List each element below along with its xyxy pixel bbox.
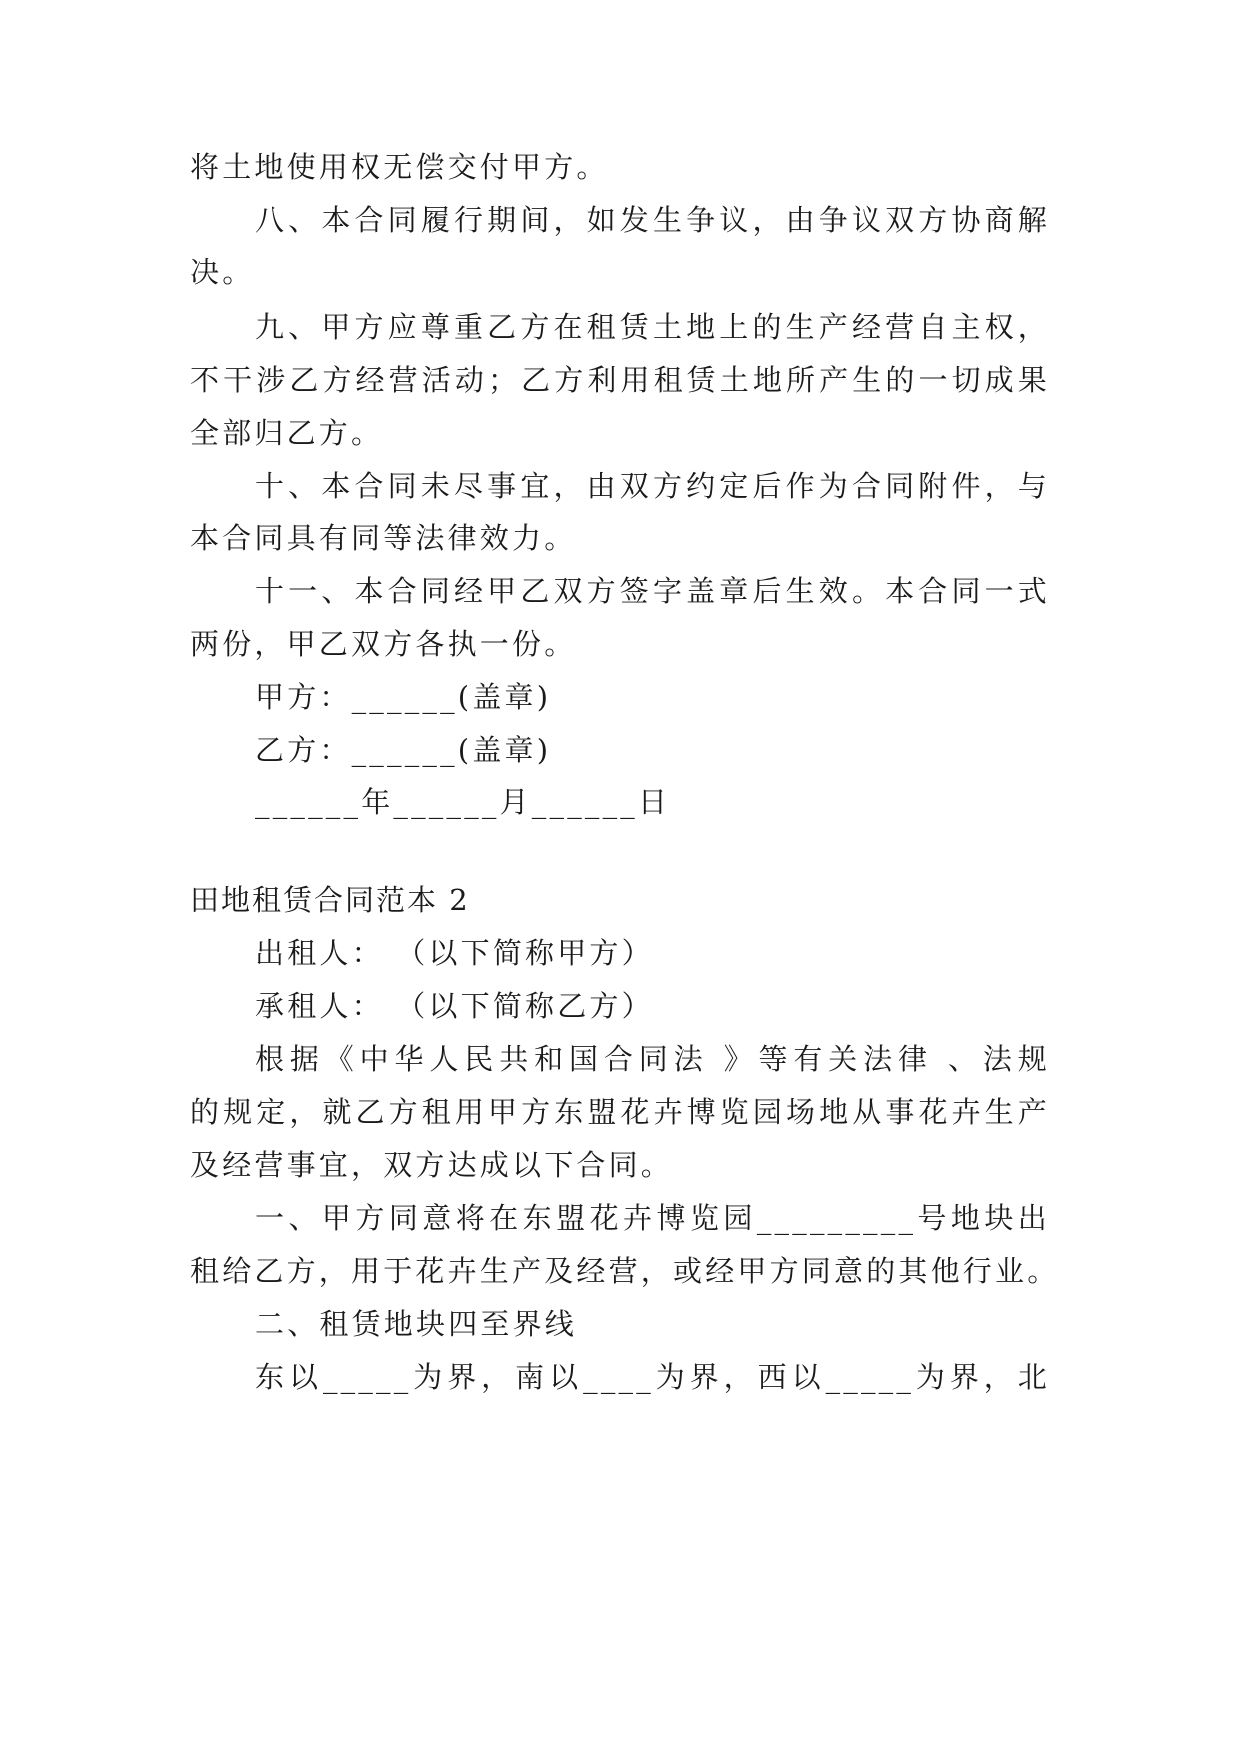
paragraph-line: 全部归乙方。 (190, 416, 384, 450)
paragraph-line: 本合同具有同等法律效力。 (190, 521, 577, 555)
paragraph-line: 八、本合同履行期间，如发生争议，由争议双方协商解 (255, 203, 1050, 237)
paragraph-line: 不干涉乙方经营活动；乙方利用租赁土地所产生的一切成果 (190, 363, 1050, 397)
paragraph-line: 决。 (190, 255, 255, 289)
paragraph-line: 两份，甲乙双方各执一份。 (190, 627, 577, 661)
lessee-line: 承租人： （以下简称乙方） (255, 989, 654, 1023)
lessor-line: 出租人： （以下简称甲方） (255, 936, 654, 970)
paragraph-line: 及经营事宜，双方达成以下合同。 (190, 1148, 674, 1182)
section-title: 田地租赁合同范本 2 (190, 883, 470, 917)
paragraph-line: 东以_____为界，南以____为界，西以_____为界，北 (255, 1360, 1050, 1394)
paragraph-line: 十、本合同未尽事宜，由双方约定后作为合同附件，与 (255, 469, 1050, 503)
paragraph-line: 根据《中华人民共和国合同法 》等有关法律 、法规 (255, 1042, 1050, 1076)
date-line: ______年______月______日 (255, 785, 671, 819)
paragraph-line: 租给乙方，用于花卉生产及经营，或经甲方同意的其他行业。 (190, 1254, 1060, 1288)
party-b-signature-line: 乙方：______(盖章) (255, 733, 552, 767)
paragraph-line: 十一、本合同经甲乙双方签字盖章后生效。本合同一式 (255, 574, 1050, 608)
paragraph-line: 的规定，就乙方租用甲方东盟花卉博览园场地从事花卉生产 (190, 1095, 1050, 1129)
paragraph-line: 将土地使用权无偿交付甲方。 (190, 150, 609, 184)
paragraph-line: 二、租赁地块四至界线 (255, 1307, 578, 1341)
paragraph-line: 一、甲方同意将在东盟花卉博览园_________号地块出 (255, 1201, 1050, 1235)
party-a-signature-line: 甲方：______(盖章) (255, 680, 552, 714)
paragraph-line: 九、甲方应尊重乙方在租赁土地上的生产经营自主权， (255, 310, 1050, 344)
